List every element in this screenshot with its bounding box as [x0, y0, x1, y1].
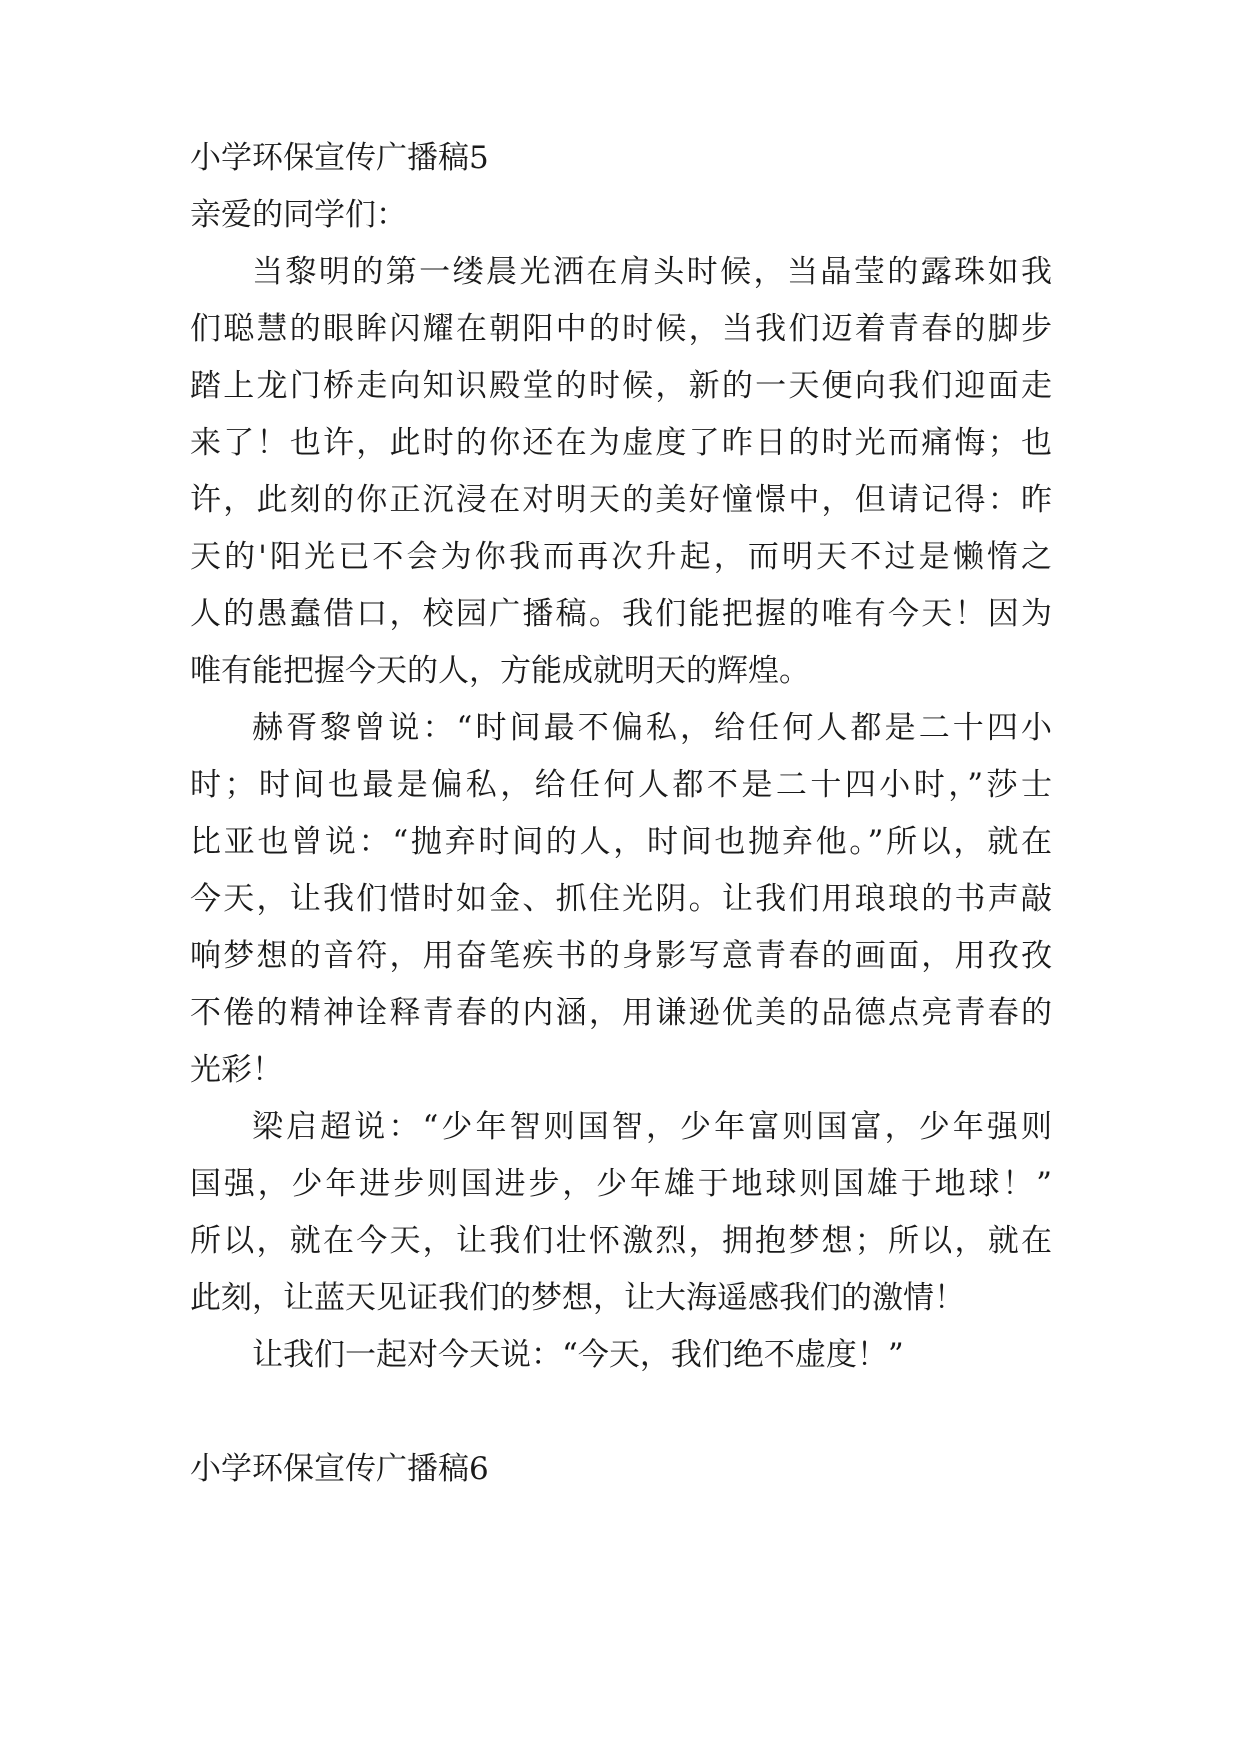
paragraph-line: 让我们一起对今天说：“今天，我们绝不虚度！”	[252, 1337, 904, 1373]
paragraph-line: 来了！也许，此时的你还在为虚度了昨日的时光而痛悔；也	[190, 425, 1052, 461]
section-5-title: 小学环保宣传广播稿5	[190, 140, 489, 176]
paragraph-line: 国强，少年进步则国进步，少年雄于地球则国雄于地球！”	[190, 1166, 1052, 1202]
paragraph-4	[190, 1327, 1052, 1384]
paragraph-line: 响梦想的音符，用奋笔疾书的身影写意青春的画面，用孜孜	[190, 938, 1052, 974]
paragraph-line: 人的愚蠢借口，校园广播稿。我们能把握的唯有今天！因为	[190, 596, 1052, 632]
paragraph-line: 许，此刻的你正沉浸在对明天的美好憧憬中，但请记得：昨	[190, 482, 1052, 518]
paragraph-line: 们聪慧的眼眸闪耀在朝阳中的时候，当我们迈着青春的脚步	[190, 311, 1052, 347]
document-body	[190, 130, 1052, 1498]
section-6-title: 小学环保宣传广播稿6	[190, 1451, 489, 1487]
paragraph-line: 唯有能把握今天的人，方能成就明天的辉煌。	[190, 653, 810, 689]
paragraph-line: 不倦的精神诠释青春的内涵，用谦逊优美的品德点亮青春的	[190, 995, 1052, 1031]
paragraph-1	[190, 244, 1052, 700]
paragraph-line: 所以，就在今天，让我们壮怀激烈，拥抱梦想；所以，就在	[190, 1223, 1052, 1259]
paragraph-line: 时；时间也最是偏私，给任何人都不是二十四小时，”莎士	[190, 767, 1052, 803]
paragraph-line: 光彩！	[190, 1052, 283, 1088]
paragraph-line: 梁启超说：“少年智则国智，少年富则国富，少年强则	[252, 1109, 1052, 1145]
paragraph-line: 今天，让我们惜时如金、抓住光阴。让我们用琅琅的书声敲	[190, 881, 1052, 917]
paragraph-line: 当黎明的第一缕晨光洒在肩头时候，当晶莹的露珠如我	[252, 254, 1052, 290]
paragraph-line: 赫胥黎曾说：“时间最不偏私，给任何人都是二十四小	[252, 710, 1052, 746]
greeting: 亲爱的同学们：	[190, 197, 407, 233]
paragraph-line: 踏上龙门桥走向知识殿堂的时候，新的一天便向我们迎面走	[190, 368, 1052, 404]
paragraph-line: 此刻，让蓝天见证我们的梦想，让大海遥感我们的激情！	[190, 1280, 965, 1316]
section-spacer	[190, 1384, 1052, 1441]
paragraph-line: 天的'阳光已不会为你我而再次升起，而明天不过是懒惰之	[190, 539, 1052, 575]
paragraph-3	[190, 1099, 1052, 1327]
paragraph-2	[190, 700, 1052, 1099]
paragraph-line: 比亚也曾说：“抛弃时间的人，时间也抛弃他。”所以，就在	[190, 824, 1052, 860]
